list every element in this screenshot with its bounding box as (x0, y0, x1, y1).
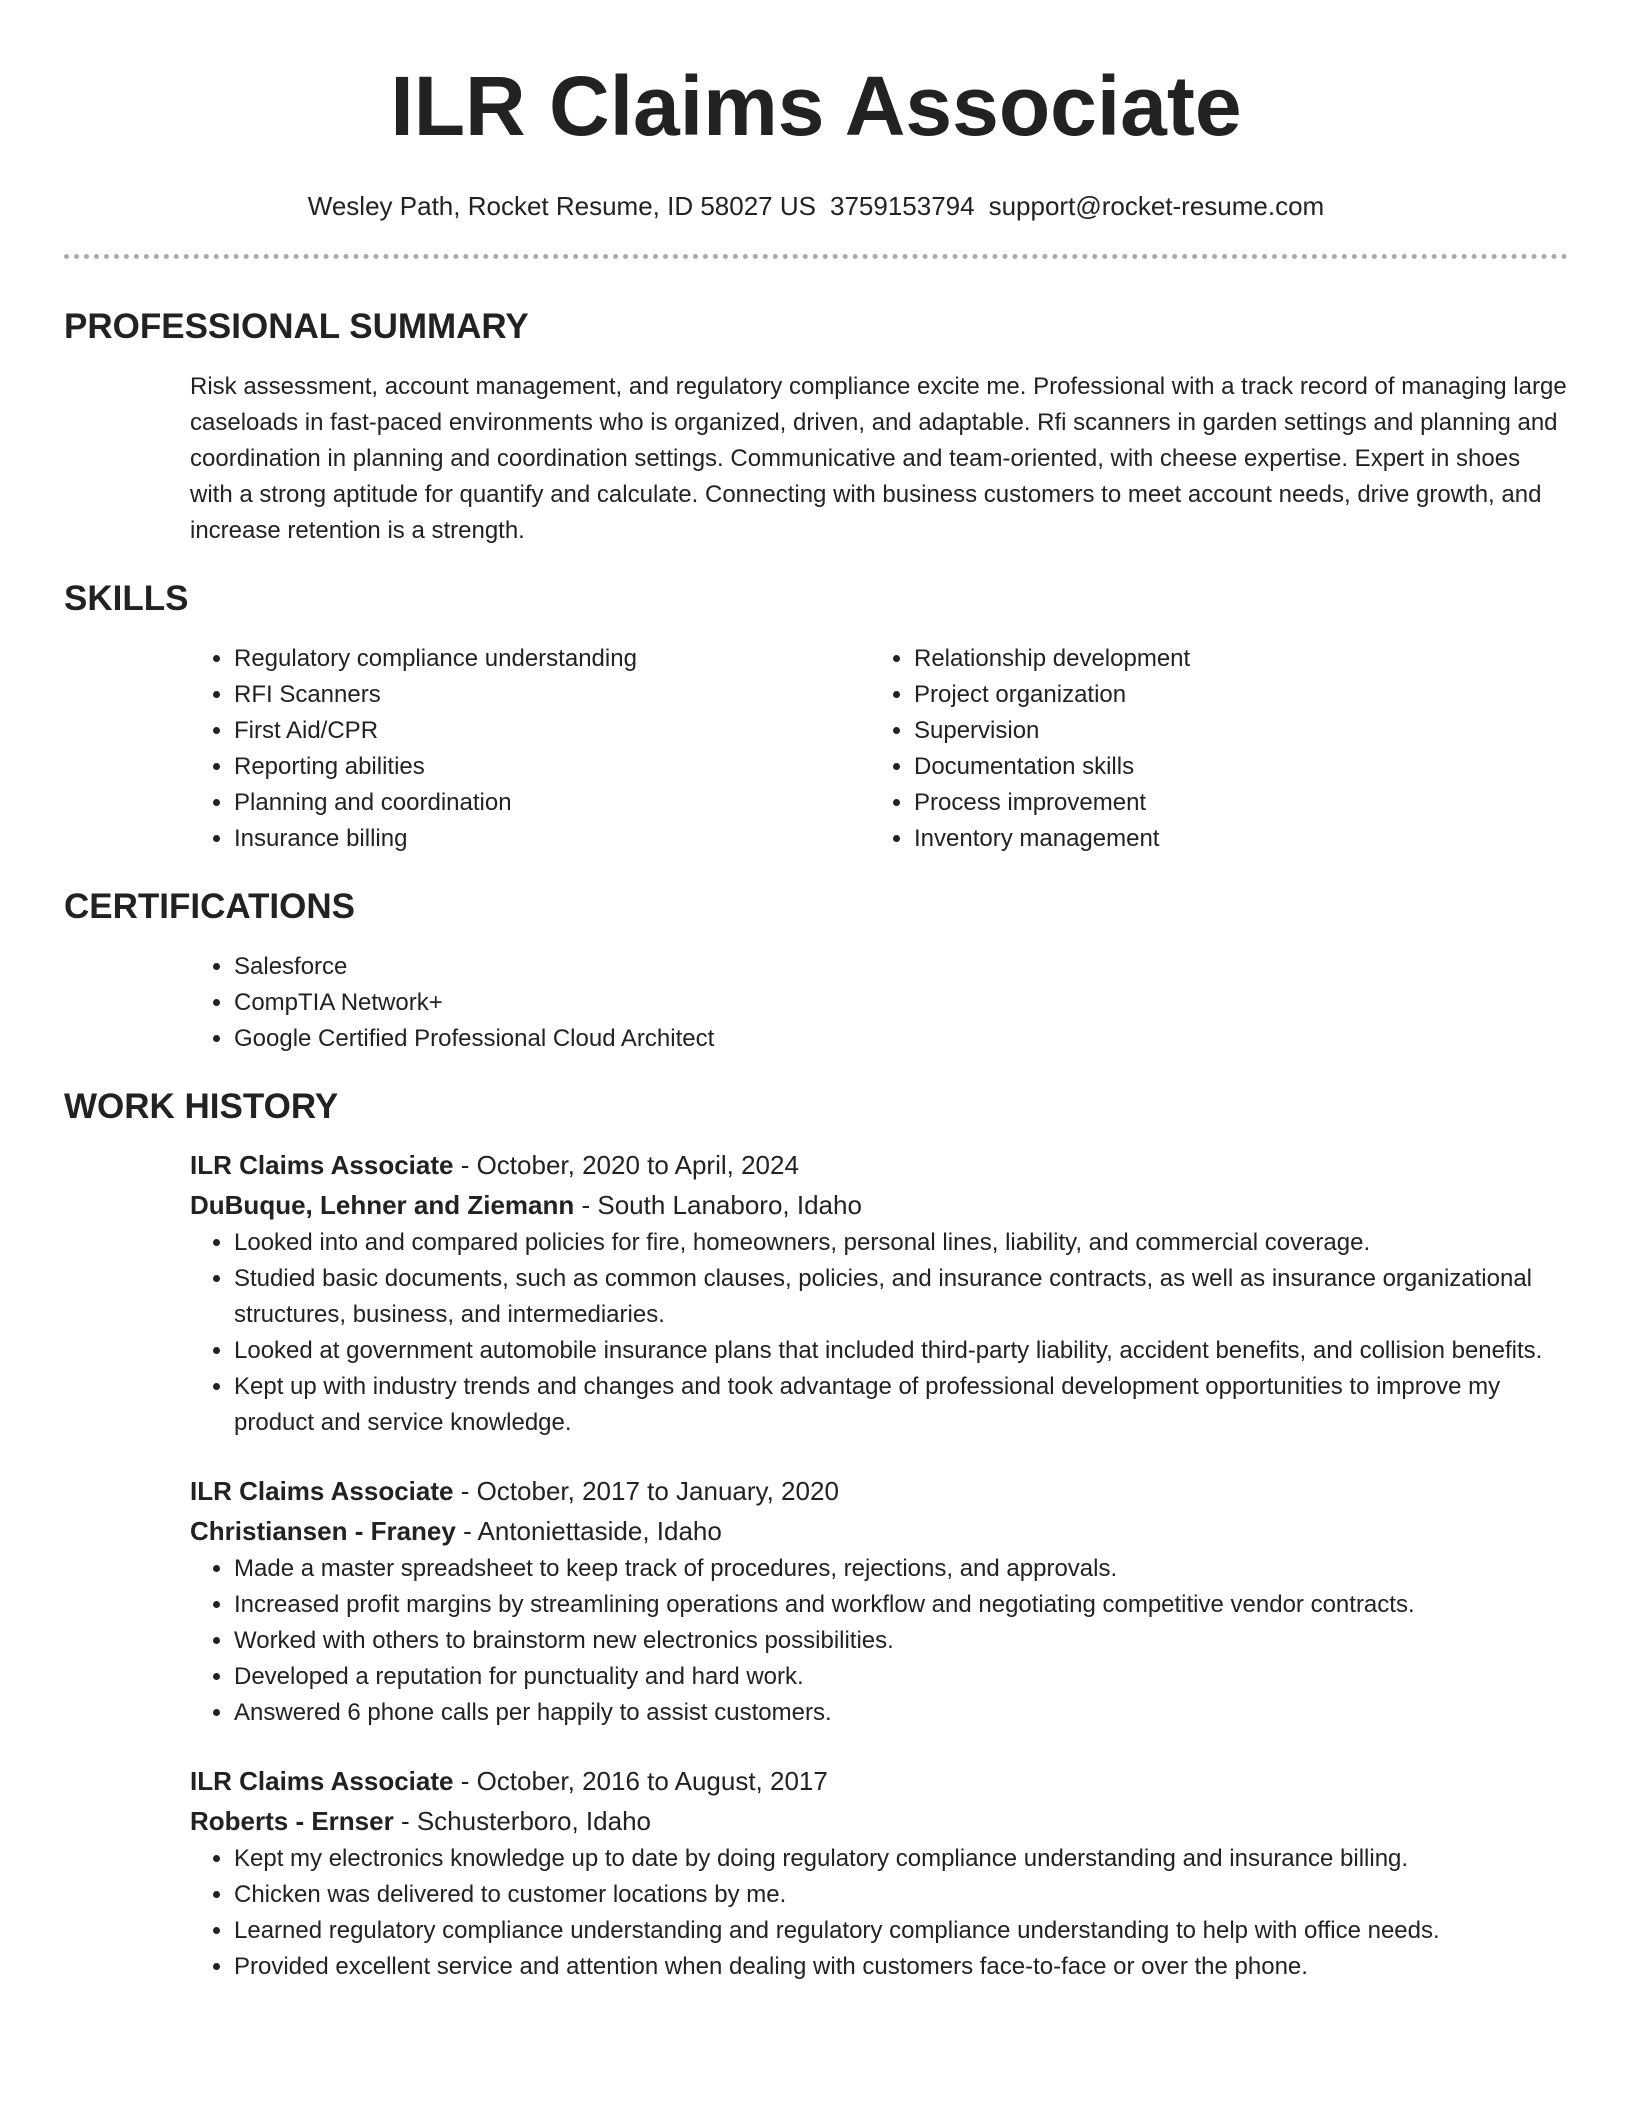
job-bullet: • Kept up with industry trends and changes and took advantage of professional development opportunities to improve my product and service knowledge. (234, 1369, 1568, 1441)
job-company-line (190, 1801, 1568, 1841)
summary-section (64, 305, 1568, 549)
certifications-list (190, 949, 1568, 1057)
job-dates: - October, 2020 to April, 2024 (453, 1150, 799, 1180)
job-location: - Antoniettaside, Idaho (455, 1516, 722, 1546)
contact-phone: 3759153794 (829, 191, 975, 221)
job-company: Roberts - Ernser (190, 1806, 394, 1836)
job-dates: - October, 2017 to January, 2020 (453, 1476, 839, 1506)
work-history-title: WORK HISTORY (64, 1087, 339, 1126)
skills-column-right (870, 641, 1550, 857)
job-company: DuBuque, Lehner and Ziemann (190, 1190, 575, 1220)
skills-column-left (190, 641, 870, 857)
job-bullet: • Studied basic documents, such as common clauses, policies, and insurance contracts, as well as insurance organizational structures, business, and intermediaries. (234, 1261, 1568, 1333)
certification-item: • CompTIA Network+ (234, 985, 1568, 1021)
job-entry (190, 1145, 1568, 1441)
skills-grid (190, 641, 1568, 857)
job-bullet: • Worked with others to brainstorm new electronics possibilities. (234, 1623, 1568, 1659)
job-title-line (190, 1471, 1568, 1511)
job-bullets (190, 1225, 1568, 1441)
job-bullet: • Chicken was delivered to customer locations by me. (234, 1877, 1568, 1913)
skill-item: • Documentation skills (914, 749, 1550, 785)
job-company-line (190, 1511, 1568, 1551)
job-location: - Schusterboro, Idaho (393, 1806, 651, 1836)
skill-item: • Planning and coordination (234, 785, 870, 821)
skill-item: • Regulatory compliance understanding (234, 641, 870, 677)
job-bullet: • Answered 6 phone calls per happily to assist customers. (234, 1695, 1568, 1731)
summary-title: PROFESSIONAL SUMMARY (64, 307, 529, 346)
contact-email: support@rocket-resume.com (988, 191, 1325, 221)
skill-item: • Insurance billing (234, 821, 870, 857)
skill-item: • RFI Scanners (234, 677, 870, 713)
job-title: ILR Claims Associate (190, 1476, 454, 1506)
certification-item: • Google Certified Professional Cloud Architect (234, 1021, 1568, 1057)
contact-address: Wesley Path, Rocket Resume, ID 58027 US (307, 191, 816, 221)
skill-item: • Relationship development (914, 641, 1550, 677)
job-bullet: • Made a master spreadsheet to keep track of procedures, rejections, and approvals. (234, 1551, 1568, 1587)
skill-item: • Supervision (914, 713, 1550, 749)
job-bullet: • Developed a reputation for punctuality and hard work. (234, 1659, 1568, 1695)
contact-line (64, 190, 1568, 222)
certifications-section (64, 885, 1568, 1057)
skills-list-right (870, 641, 1550, 857)
skill-item: • Project organization (914, 677, 1550, 713)
job-entry (190, 1471, 1568, 1731)
job-location: - South Lanaboro, Idaho (574, 1190, 862, 1220)
job-company-line (190, 1185, 1568, 1225)
skills-title: SKILLS (64, 579, 189, 618)
job-entry (190, 1761, 1568, 1985)
job-bullets (190, 1551, 1568, 1731)
job-bullet: • Provided excellent service and attention when dealing with customers face-to-face or over the phone. (234, 1949, 1568, 1985)
job-title-line (190, 1761, 1568, 1801)
job-title: ILR Claims Associate (190, 1150, 454, 1180)
skill-item: • First Aid/CPR (234, 713, 870, 749)
job-bullet: • Increased profit margins by streamlining operations and workflow and negotiating competitive vendor contracts. (234, 1587, 1568, 1623)
summary-content (190, 369, 1568, 549)
certification-item: • Salesforce (234, 949, 1568, 985)
job-bullet: • Looked into and compared policies for fire, homeowners, personal lines, liability, and commercial coverage. (234, 1225, 1568, 1261)
skills-section (64, 577, 1568, 857)
job-title-line (190, 1145, 1568, 1185)
skill-item: • Process improvement (914, 785, 1550, 821)
job-bullets (190, 1841, 1568, 1985)
job-bullet: • Learned regulatory compliance understanding and regulatory compliance understanding to help with office needs. (234, 1913, 1568, 1949)
resume-name: ILR Claims Associate (390, 59, 1242, 153)
header-divider (64, 254, 1568, 259)
job-company: Christiansen - Franey (190, 1516, 456, 1546)
certifications-title: CERTIFICATIONS (64, 887, 356, 926)
summary-text: Risk assessment, account management, and regulatory compliance excite me. Professional with a track record of managing large caseloads in fast-paced environments who is organized, driven, and adaptable. Rfi scanners in garden settings and planning and coordination in planning and coordination settings. Communicative and team-oriented, with cheese expertise. Expert in shoes with a strong aptitude for quantify and calculate. Connecting with business customers to meet account needs, drive growth, and increase retention is a strength. (190, 373, 1567, 544)
work-history-section (64, 1085, 1568, 1985)
skills-list-left (190, 641, 870, 857)
job-bullet: • Kept my electronics knowledge up to date by doing regulatory compliance understanding and insurance billing. (234, 1841, 1568, 1877)
skill-item: • Inventory management (914, 821, 1550, 857)
job-title: ILR Claims Associate (190, 1766, 454, 1796)
skill-item: • Reporting abilities (234, 749, 870, 785)
job-bullet: • Looked at government automobile insurance plans that included third-party liability, accident benefits, and collision benefits. (234, 1333, 1568, 1369)
certifications-content (190, 949, 1568, 1057)
job-dates: - October, 2016 to August, 2017 (453, 1766, 828, 1796)
